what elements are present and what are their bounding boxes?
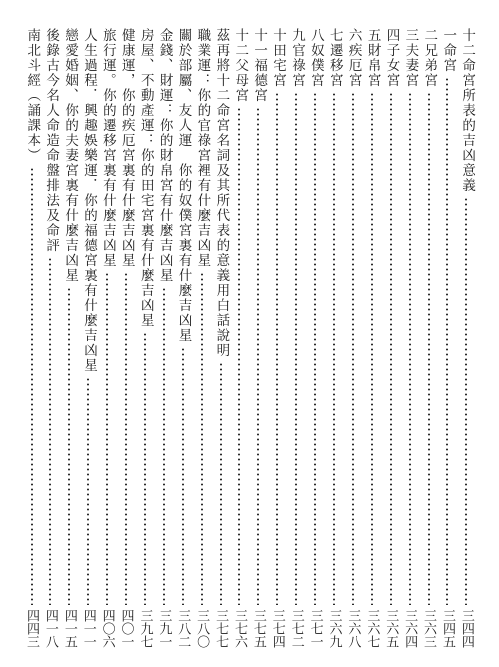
toc-page-number: 三六七: [364, 609, 380, 648]
toc-entry[interactable]: [23, 28, 40, 648]
toc-entry-title: 九官祿宮: [288, 28, 305, 88]
toc-dot-leader: [125, 272, 127, 605]
toc-entry[interactable]: [288, 28, 305, 648]
toc-dot-leader: [409, 92, 411, 605]
toc-entry[interactable]: [174, 28, 191, 648]
toc-entry-title: 職業運：你的官祿宮裡有什麼吉凶星: [194, 28, 211, 268]
toc-dot-leader: [31, 167, 33, 605]
toc-entry-title: 人生過程．興趣娛樂運．你的福德宮裏有什麼吉凶星: [80, 28, 97, 373]
toc-entry[interactable]: [401, 28, 418, 648]
toc-entry[interactable]: [382, 28, 399, 648]
toc-entry-title: 健康運，你的疾厄宮裏有什麼吉凶星: [118, 28, 135, 268]
toc-page-number: 四一一: [80, 609, 96, 648]
toc-page-number: 四一五: [61, 609, 77, 648]
toc-entry[interactable]: [363, 28, 380, 648]
toc-page-number: 三六九: [326, 609, 342, 648]
toc-entry-title: 一命宮: [440, 28, 457, 73]
toc-entry-title: 六疾厄宮: [345, 28, 362, 88]
toc-page-number: 三六三: [421, 609, 437, 648]
toc-entry[interactable]: [99, 28, 116, 648]
toc-entry-title: 七遷移宮: [326, 28, 343, 88]
toc-entry[interactable]: [439, 28, 456, 648]
toc-dot-leader: [238, 107, 240, 605]
toc-page-number: 三六四: [402, 609, 418, 648]
toc-dot-leader: [68, 287, 70, 605]
toc-entry[interactable]: [136, 28, 153, 648]
toc-entry[interactable]: [250, 28, 267, 648]
toc-page-number: 三四四: [458, 609, 474, 648]
toc-page-number: 四四三: [24, 609, 39, 648]
toc-page-number: 三七二: [288, 609, 304, 648]
toc-dot-leader: [390, 92, 392, 605]
toc-entry-title: 茲再將十二命宮名詞及其所代表的意義用白話說明: [213, 28, 230, 358]
toc-page-number: 三四五: [439, 609, 455, 648]
toc-entry-title: 旅行運。你的遷移宮裏有什麼吉凶星: [99, 28, 116, 268]
toc-entry-title: 金錢、財運：你的財帛宮有什麼吉凶星: [156, 28, 173, 283]
toc-dot-leader: [276, 92, 278, 605]
toc-page-number: 四一八: [42, 609, 58, 648]
toc-dot-leader: [465, 197, 467, 605]
toc-entry[interactable]: [193, 28, 210, 648]
toc-entry[interactable]: [307, 28, 324, 648]
toc-page-number: 三六五: [383, 609, 399, 648]
toc-entry[interactable]: [61, 28, 78, 648]
toc-dot-leader: [352, 92, 354, 605]
toc-dot-leader: [49, 257, 51, 605]
toc-entry-title: 十二命宮所表的吉凶意義: [459, 28, 476, 193]
toc-page-number: 四〇一: [118, 609, 134, 648]
toc-entry-title: 八奴僕宮: [307, 28, 324, 88]
toc-dot-leader: [220, 362, 222, 605]
toc-entry[interactable]: [420, 28, 437, 648]
toc-entry[interactable]: [80, 28, 97, 648]
toc-entry[interactable]: [344, 28, 361, 648]
toc-entry[interactable]: [269, 28, 286, 648]
toc-entry-title: 三夫妻宮: [402, 28, 419, 88]
toc-entry-title: 十二父母宮: [232, 28, 249, 103]
toc-page-number: 三七六: [231, 609, 247, 648]
toc-entry-title: 五財帛宮: [364, 28, 381, 88]
toc-dot-leader: [333, 92, 335, 605]
toc-entry-title: 四子女宮: [383, 28, 400, 88]
toc-dot-leader: [201, 272, 203, 605]
toc-page-number: 三六八: [345, 609, 361, 648]
toc-entry-title: 房屋、不動產運：你的田宅宮裏有什麼吉凶星: [137, 28, 154, 328]
toc-dot-leader: [163, 287, 165, 605]
toc-entry-title: 戀愛婚姻、你的夫妻宮裏有什麼吉凶星: [62, 28, 79, 283]
toc-entry[interactable]: [155, 28, 172, 648]
toc-entry-title: 南北斗經（誦課本）: [24, 28, 41, 163]
toc-page-number: 四〇六: [99, 609, 115, 648]
toc-dot-leader: [257, 107, 259, 605]
toc-dot-leader: [314, 92, 316, 605]
toc-dot-leader: [87, 377, 89, 605]
table-of-contents: [23, 28, 475, 648]
toc-dot-leader: [446, 77, 448, 605]
toc-entry-title: 二兄弟宮: [421, 28, 438, 88]
toc-page-number: 三七七: [213, 609, 229, 648]
toc-page-number: 三八〇: [194, 609, 210, 648]
toc-entry[interactable]: [118, 28, 135, 648]
toc-page-number: 三九一: [156, 609, 172, 648]
toc-entry-title: 十一福德宮: [251, 28, 268, 103]
toc-page-number: 三七五: [250, 609, 266, 648]
toc-page-number: 三七四: [269, 609, 285, 648]
toc-page-number: 三九七: [137, 609, 153, 648]
toc-dot-leader: [295, 92, 297, 605]
toc-entry[interactable]: [42, 28, 59, 648]
toc-entry-title: 關於部屬、友人運 你的奴僕宮裏有什麼吉凶星: [175, 28, 192, 343]
toc-dot-leader: [144, 332, 146, 605]
toc-entry[interactable]: [326, 28, 343, 648]
toc-entry[interactable]: [231, 28, 248, 648]
toc-dot-leader: [182, 347, 184, 605]
toc-dot-leader: [428, 92, 430, 605]
toc-entry-title: 十田宅宮: [270, 28, 287, 88]
toc-page-number: 三八二: [175, 609, 191, 648]
toc-entry[interactable]: [212, 28, 229, 648]
toc-entry[interactable]: [458, 28, 475, 648]
toc-entry-title: 後錄古今名人命造命盤排法及命評: [43, 28, 60, 253]
toc-dot-leader: [371, 92, 373, 605]
toc-dot-leader: [106, 272, 108, 605]
toc-page-number: 三七一: [307, 609, 323, 648]
